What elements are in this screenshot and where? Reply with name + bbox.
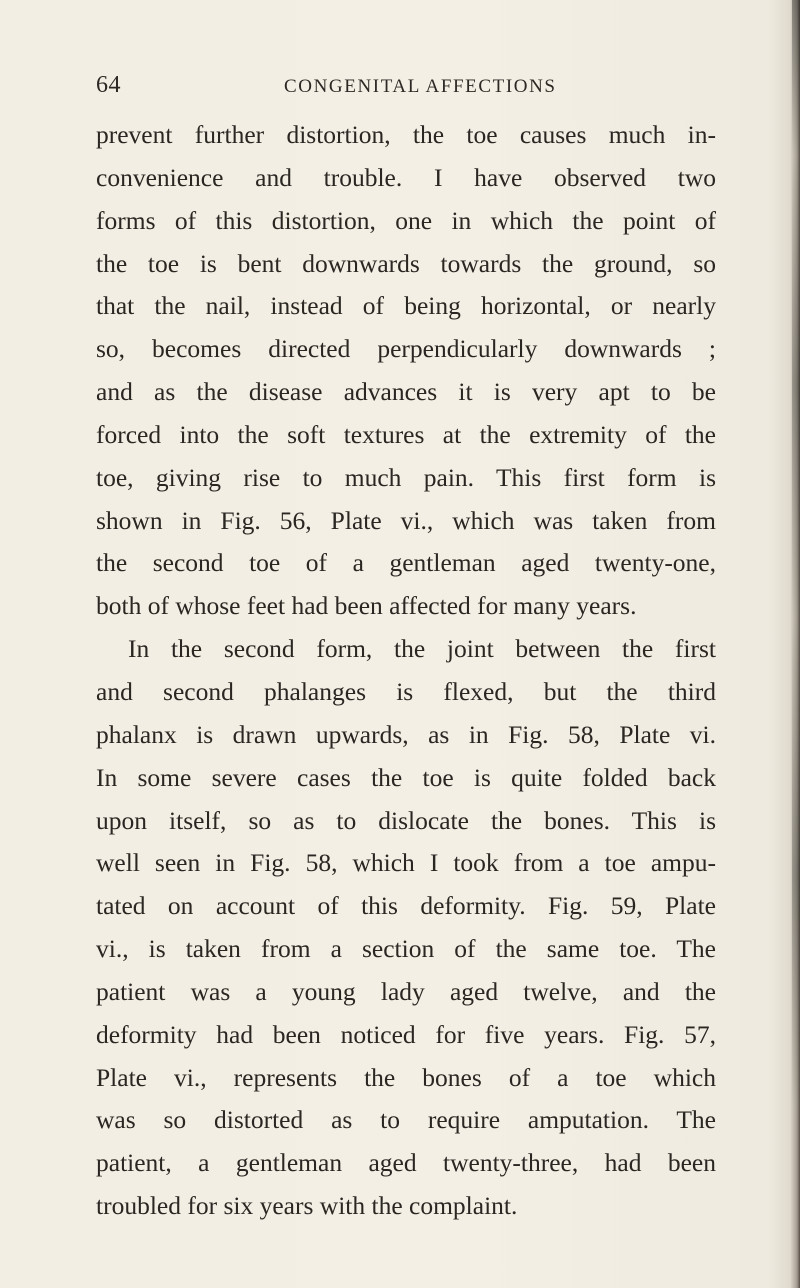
text-line: patient, a gentleman aged twenty-three, had been [96,1148,716,1178]
text-line: upon itself, so as to dislocate the bones. This is [96,805,716,835]
page-number: 64 [96,72,121,98]
text-line: In some severe cases the toe is quite folded back [96,762,716,792]
text-line: so, becomes directed perpendicularly downwards ; [96,334,716,364]
text-line: the second toe of a gentleman aged twenty-one, [96,548,716,578]
body-text [96,114,716,1228]
text-line: In the second form, the joint between the first [128,634,716,664]
text-line: vi., is taken from a section of the same toe. The [96,934,716,964]
running-head [96,72,716,106]
text-line: deformity had been noticed for five years. Fig. 57, [96,1019,716,1049]
text-line: was so distorted as to require amputation. The [96,1105,716,1135]
page-edge-texture [792,0,800,1288]
running-title: CONGENITAL AFFECTIONS [284,76,557,97]
text-line: forms of this distortion, one in which the point of [96,205,716,235]
text-line: the toe is bent downwards towards the ground, so [96,248,716,278]
text-line: forced into the soft textures at the extremity of the [96,419,716,449]
text-line: that the nail, instead of being horizontal, or nearly [96,291,716,321]
text-line: phalanx is drawn upwards, as in Fig. 58, Plate vi. [96,719,716,749]
text-line: troubled for six years with the complaint. [96,1191,518,1221]
text-line: and second phalanges is flexed, but the third [96,676,716,706]
text-line: and as the disease advances it is very apt to be [96,377,716,407]
text-line: both of whose feet had been affected for many years. [96,591,637,621]
text-line: well seen in Fig. 58, which I took from a toe ampu- [96,848,716,878]
text-line: toe, giving rise to much pain. This first form is [96,462,716,492]
text-line: prevent further distortion, the toe causes much in- [96,120,716,149]
text-line: convenience and trouble. I have observed two [96,162,716,192]
text-line: patient was a young lady aged twelve, and the [96,976,716,1006]
text-line: shown in Fig. 56, Plate vi., which was taken from [96,505,716,535]
text-line: Plate vi., represents the bones of a toe which [96,1062,716,1092]
text-line: tated on account of this deformity. Fig. 59, Plate [96,891,716,921]
